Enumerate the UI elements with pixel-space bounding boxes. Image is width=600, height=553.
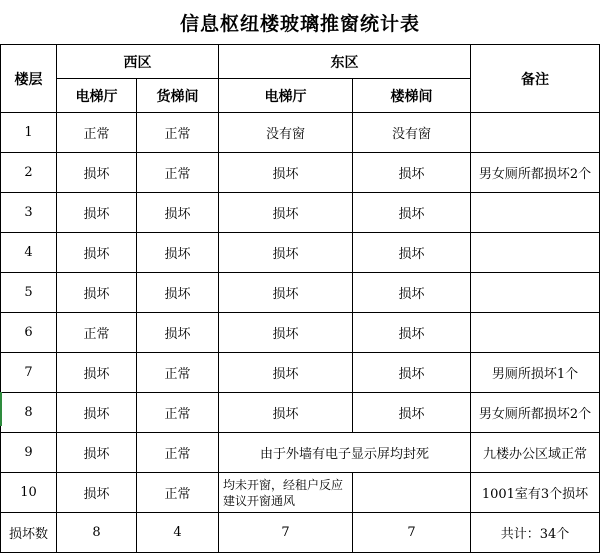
west-hall-cell[interactable]: 损坏	[57, 273, 137, 313]
header-west-freight-elevator: 货梯间	[137, 79, 219, 113]
header-floor: 楼层	[1, 45, 57, 113]
east-stair-cell[interactable]: 损坏	[353, 313, 471, 353]
west-freight-cell[interactable]: 损坏	[137, 313, 219, 353]
note-cell[interactable]	[471, 113, 600, 153]
window-stats-table	[0, 44, 600, 553]
table-row	[1, 153, 600, 193]
table-row	[1, 433, 600, 473]
note-cell[interactable]: 男女厕所都损坏2个	[471, 393, 600, 433]
west-freight-cell[interactable]: 正常	[137, 393, 219, 433]
west-freight-cell[interactable]: 损坏	[137, 193, 219, 233]
floor-cell[interactable]: 1	[1, 113, 57, 153]
floor-cell[interactable]: 9	[1, 433, 57, 473]
note-cell[interactable]	[471, 193, 600, 233]
east-hall-cell[interactable]: 损坏	[219, 313, 353, 353]
table-row	[1, 233, 600, 273]
east-hall-cell[interactable]: 损坏	[219, 273, 353, 313]
west-freight-cell[interactable]: 正常	[137, 113, 219, 153]
east-hall-cell[interactable]: 损坏	[219, 193, 353, 233]
west-hall-cell[interactable]: 正常	[57, 313, 137, 353]
west-freight-cell[interactable]: 损坏	[137, 273, 219, 313]
note-cell[interactable]: 九楼办公区域正常	[471, 433, 600, 473]
east-stair-cell[interactable]: 没有窗	[353, 113, 471, 153]
east-hall-cell[interactable]: 没有窗	[219, 113, 353, 153]
header-east-elevator-hall: 电梯厅	[219, 79, 353, 113]
header-west-elevator-hall: 电梯厅	[57, 79, 137, 113]
note-cell[interactable]: 1001室有3个损坏	[471, 473, 600, 513]
west-freight-cell[interactable]: 损坏	[137, 233, 219, 273]
west-hall-cell[interactable]: 损坏	[57, 393, 137, 433]
header-east-stairwell: 楼梯间	[353, 79, 471, 113]
note-cell[interactable]: 男女厕所都损坏2个	[471, 153, 600, 193]
table-row	[1, 353, 600, 393]
table-row	[1, 273, 600, 313]
east-stair-cell[interactable]: 损坏	[353, 153, 471, 193]
totals-note[interactable]: 共计：34个	[471, 513, 600, 553]
totals-west-freight[interactable]: 4	[137, 513, 219, 553]
floor-cell[interactable]: 3	[1, 193, 57, 233]
west-freight-cell[interactable]: 正常	[137, 353, 219, 393]
table-row	[1, 313, 600, 353]
east-stair-cell[interactable]: 损坏	[353, 193, 471, 233]
header-east-zone: 东区	[219, 45, 471, 79]
floor-cell[interactable]: 7	[1, 353, 57, 393]
west-hall-cell[interactable]: 损坏	[57, 153, 137, 193]
east-stair-cell[interactable]: 损坏	[353, 233, 471, 273]
table-row	[1, 473, 600, 513]
totals-west-hall[interactable]: 8	[57, 513, 137, 553]
west-hall-cell[interactable]: 损坏	[57, 193, 137, 233]
west-hall-cell[interactable]: 损坏	[57, 433, 137, 473]
totals-east-hall[interactable]: 7	[219, 513, 353, 553]
table-row	[1, 193, 600, 233]
sheet-title: 信息枢纽楼玻璃推窗统计表	[179, 12, 420, 35]
east-stair-cell[interactable]	[353, 473, 471, 513]
header-west-zone: 西区	[57, 45, 219, 79]
table-row	[1, 393, 600, 433]
west-freight-cell[interactable]: 正常	[137, 473, 219, 513]
west-hall-cell[interactable]: 损坏	[57, 473, 137, 513]
east-hall-cell[interactable]: 损坏	[219, 393, 353, 433]
floor-cell[interactable]: 4	[1, 233, 57, 273]
east-hall-cell[interactable]: 损坏	[219, 153, 353, 193]
totals-label[interactable]: 损坏数	[1, 513, 57, 553]
note-cell[interactable]	[471, 313, 600, 353]
totals-row	[1, 513, 600, 553]
east-stair-cell[interactable]: 损坏	[353, 273, 471, 313]
note-cell[interactable]	[471, 273, 600, 313]
totals-east-stair[interactable]: 7	[353, 513, 471, 553]
header-remarks: 备注	[471, 45, 600, 113]
floor-cell[interactable]: 2	[1, 153, 57, 193]
floor-cell[interactable]: 8	[1, 393, 57, 433]
east-hall-cell[interactable]: 均未开窗，经租户反应建议开窗通风	[219, 473, 353, 513]
west-hall-cell[interactable]: 损坏	[57, 353, 137, 393]
floor-cell[interactable]: 10	[1, 473, 57, 513]
west-hall-cell[interactable]: 损坏	[57, 233, 137, 273]
floor-cell[interactable]: 6	[1, 313, 57, 353]
floor-cell[interactable]: 5	[1, 273, 57, 313]
east-stair-cell[interactable]: 损坏	[353, 393, 471, 433]
west-freight-cell[interactable]: 正常	[137, 433, 219, 473]
east-stair-cell[interactable]: 损坏	[353, 353, 471, 393]
east-hall-cell[interactable]: 损坏	[219, 233, 353, 273]
table-row	[1, 113, 600, 153]
east-hall-cell[interactable]: 损坏	[219, 353, 353, 393]
note-cell[interactable]	[471, 233, 600, 273]
east-merged-cell[interactable]: 由于外墙有电子显示屏均封死	[219, 433, 471, 473]
note-cell[interactable]: 男厕所损坏1个	[471, 353, 600, 393]
west-hall-cell[interactable]: 正常	[57, 113, 137, 153]
row-marker	[0, 392, 2, 426]
west-freight-cell[interactable]: 正常	[137, 153, 219, 193]
